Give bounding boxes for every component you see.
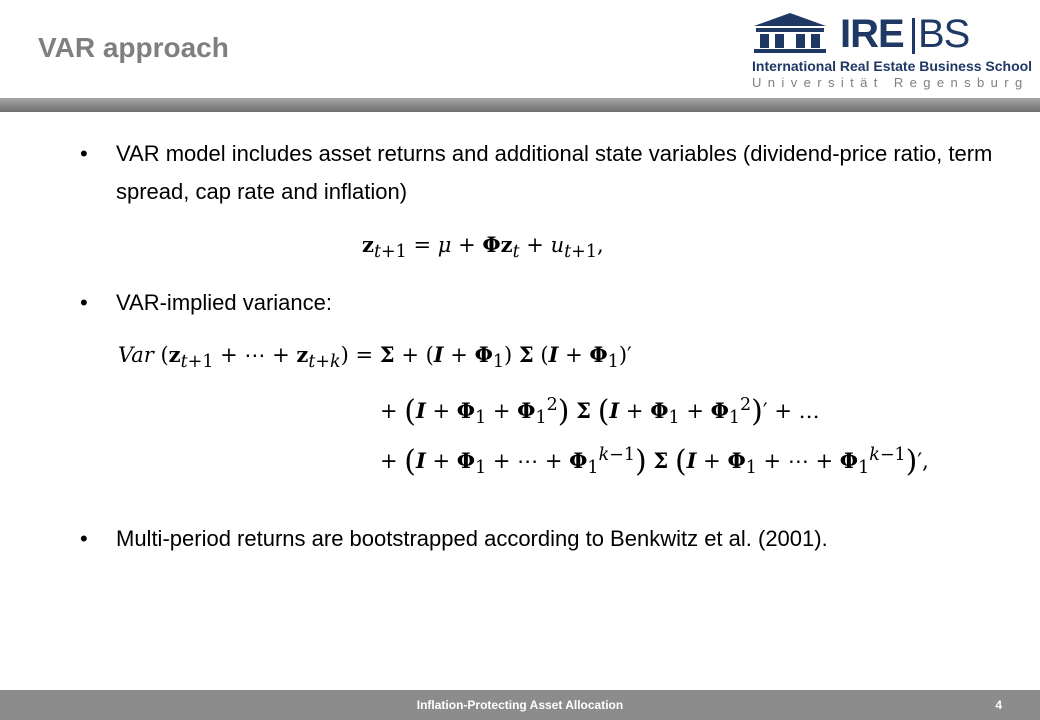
bullet-dot: • (80, 290, 88, 315)
footer-title: Inflation-Protecting Asset Allocation (416, 698, 624, 712)
logo-divider (912, 18, 915, 54)
logo-school-name: International Real Estate Business School (752, 58, 1033, 74)
bullet-dot: • (80, 141, 88, 166)
footer-bar (0, 690, 1040, 720)
logo-ire: IRE (840, 12, 904, 56)
variance-equation-line-2: + $(I + \Phi_1 + \Phi_1^2)$ Σ $(I + \Phi_1 + \Phi_1^2)'$ + … (380, 394, 820, 429)
var-equation: $z_{t+1} = \mu + \Phi z_t + u_{t+1}$, (362, 232, 604, 263)
bullet-dot: • (80, 526, 88, 551)
bullet-text: VAR-implied variance: (116, 290, 333, 315)
bullet-text: Multi-period returns are bootstrapped according to Benkwitz et al. (2001). (116, 526, 828, 551)
header-bar (0, 98, 1040, 112)
variance-equation-line-1: Var ($z_{t+1}$ + ⋯ + $z_{t+k}) = \Sigma + (I + \Phi_1)$ Σ $(I + \Phi_1)'$ (118, 342, 632, 373)
variance-equation-line-3: + ($I + \Phi_1$ + ⋯ + $\Phi_1^{k-1}$) Σ ($I + \Phi_1$ + ⋯ + $\Phi_1^{k-1})'$, (380, 444, 929, 479)
school-logo (750, 12, 1033, 92)
building-icon (750, 12, 830, 54)
bullet-text: VAR model includes asset returns and additional state variables (dividend-price ratio, term spread, cap rate and inflation) (116, 141, 993, 204)
page-number: 4 (995, 698, 1002, 712)
slide-title: VAR approach (38, 32, 229, 63)
logo-bs: BS (918, 12, 970, 56)
logo-university: Universität Regensburg (752, 75, 1029, 90)
